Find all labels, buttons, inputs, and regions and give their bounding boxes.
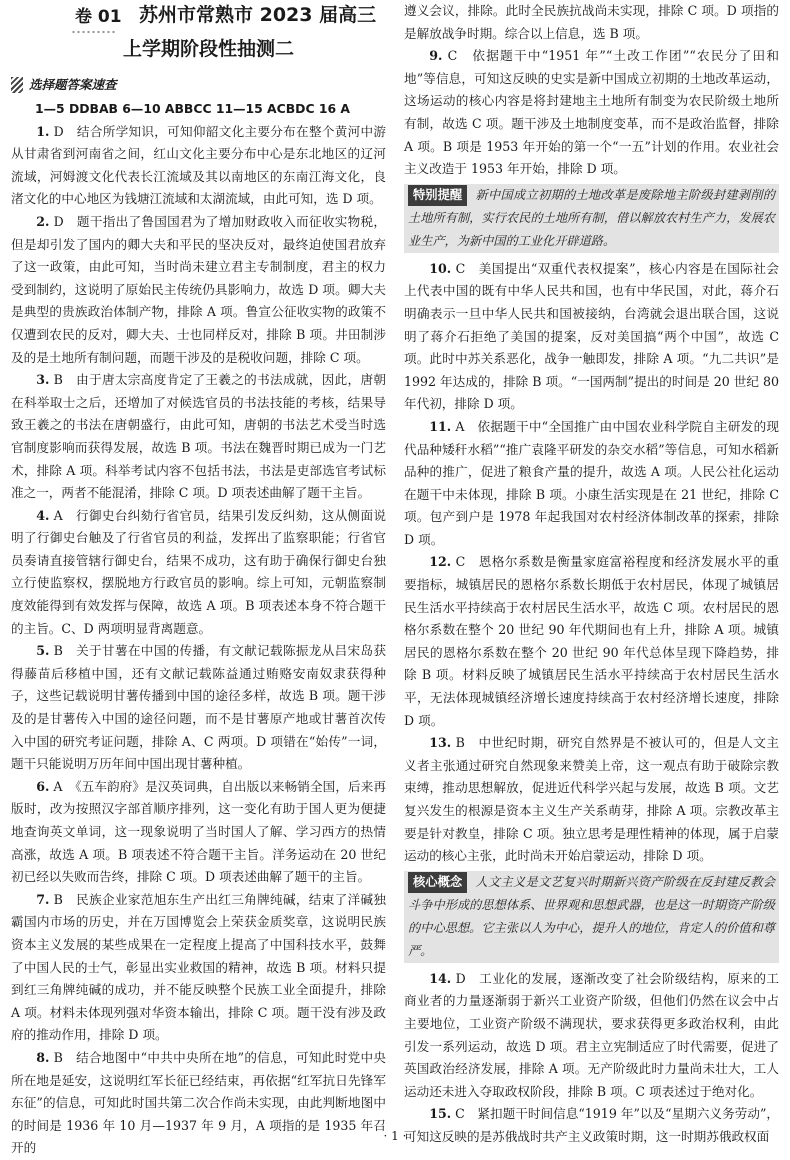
answer-item-12 <box>404 551 779 732</box>
answer-item-9 <box>404 45 779 181</box>
answer-item-13 <box>404 732 779 868</box>
answer-item-14 <box>404 968 779 1104</box>
answer-item-3 <box>11 369 386 505</box>
item-text: B 关于甘薯在中国的传播，有文献记载陈振龙从吕宋岛获得藤苗后移植中国，还有文献记载陈益通过贿赂安南奴隶获得种子，这些记载说明甘薯传播到中国的途径多样，故选 B 项。题干涉及的是甘薯传入中国的途径问题，而不是甘薯原产地或甘薯首次传入中国的研究考证问题，排除 A、C 两项。D 项错在“始传”一词，题干只能说明万历年间中国出现甘薯种植。 <box>11 643 386 772</box>
item-number: 9. <box>429 48 443 64</box>
item-number: 8. <box>36 1049 50 1065</box>
answer-item-4 <box>11 505 386 641</box>
item-text: C 美国提出“双重代表权提案”，核心内容是在国际社会上代表中国的既有中华人民共和国，也有中华民国，对此，蒋介石明确表示一旦中华人民共和国被接纳，台湾就会退出联合国，这说明了蒋介石拒绝了美国的提案，反对美国搞“两个中国”，故选 C 项。此时中苏关系恶化，战争一触即发，排除 A 项。“九二共识”是 1992 年达成的，排除 B 项。“一国两制”提出的时间是 20 世纪 80 年代初，排除 D 项。 <box>404 260 779 412</box>
item-number: 10. <box>429 260 452 276</box>
item-text: C 紧扣题干时间信息“1919 年”以及“星期六义务劳动”，可知这反映的是苏俄战时共产主义政策时期，这一时期苏俄政权面 <box>404 1106 779 1144</box>
answer-item-11 <box>404 416 779 552</box>
page-title-line2: 上学期阶段性抽测二 <box>123 38 295 60</box>
answer-item-1 <box>11 121 386 211</box>
note-text: 新中国成立初期的土地改革是废除地主阶级封建剥削的土地所有制，实行农民的土地所有制，借以解放农村生产力，发展农业生产，为新中国的工业化开辟道路。 <box>408 187 775 248</box>
item-text: D 工业化的发展，逐渐改变了社会阶级结构，原来的工商业者的力量逐渐弱于新兴工业资产阶级，但他们仍然在议会中占主要地位，工业资产阶级不满现状，要求获得更多政治权利，由此引发一系列运动，故选 D 项。君主立宪制适应了时代需要，促进了英国政治经济发展，排除 A 项。无产阶级此时力量尚未壮大，工人运动还未进入夺取政权阶段，排除 B 项。C 项表述过于绝对化。 <box>404 970 779 1099</box>
page-title-line1: 苏州市常熟市 2023 届高三 <box>139 4 377 26</box>
answer-item-6 <box>11 776 386 889</box>
item-number: 5. <box>36 643 50 659</box>
item-text: C 恩格尔系数是衡量家庭富裕程度和经济发展水平的重要指标，城镇居民的恩格尔系数长期低于农村居民，体现了城镇居民生活水平持续高于农村居民生活水平，故选 C 项。农村居民的恩格尔系数在整个 20 世纪 90 年代期间也有上升，排除 A 项。城镇居民的恩格尔系数在整个 20 世纪 90 年代总体呈现下降趋势，排除 B 项。材料反映了城镇居民生活水平持续高于农村居民生活水平，无法体现城镇经济增长速度持续高于农村经济增长速度，排除 D 项。 <box>404 554 779 728</box>
item-text: B 中世纪时期，研究自然界是不被认可的，但是人文主义者主张通过研究自然现象来赞美上帝，这一观点有助于破除宗教束缚，推动思想解放，促进近代科学兴起与发展，故选 B 项。文艺复兴发生的根源是资本主义生产关系萌芽，排除 A 项。宗教改革主要是针对教皇，排除 C 项。独立思考是理性精神的体现，属于启蒙运动的核心主张，此时尚未开始启蒙运动，排除 D 项。 <box>404 735 779 864</box>
item-number: 13. <box>429 735 452 751</box>
item-number: 14. <box>429 970 452 986</box>
special-reminder-note <box>404 184 779 253</box>
item-number: 15. <box>429 1106 452 1122</box>
dotted-decoration <box>71 30 117 34</box>
core-concept-note <box>404 871 779 963</box>
quick-answers-heading <box>11 74 386 96</box>
item-number: 12. <box>429 554 452 570</box>
item-number: 3. <box>36 372 50 388</box>
answer-item-8-continued <box>404 0 779 45</box>
quick-answers-label: 选择题答案速查 <box>29 76 117 92</box>
item-text: B 民族企业家范旭东生产出红三角牌纯碱，结束了洋碱独霸国内市场的历史，并在万国博览会上荣获金质奖章，这说明民族资本主义发展的某些成果在一定程度上提高了中国科技水平，鼓舞了中国人民的士气，彰显出实业救国的精神，故选 B 项。材料只提到红三角牌纯碱的成功，并不能反映整个民族工业全面提升，排除 A 项。材料未体现列强对华资本输出，排除 C 项。题干没有涉及政府的推动作用，排除 D 项。 <box>11 891 386 1043</box>
right-column <box>404 0 779 1144</box>
hatched-bar-icon <box>11 77 23 93</box>
item-text: C 依据题干中“1951 年”“土改工作团”“农民分了田和地”等信息，可知这反映的史实是新中国成立初期的土地改革运动，这场运动的核心内容是将封建地主土地所有制变为农民阶级土地所有制，故选 C 项。题干涉及土地制度变革，而不是政治监督，排除 A 项。B 项是 1953 年开始的第一个“一五”计划的作用。农业社会主义改造于 1953 年开始，排除 D 项。 <box>404 48 779 177</box>
item-text: A 依据题干中“全国推广由中国农业科学院自主研发的现代品种矮秆水稻”“推广袁隆平研发的杂交水稻”等信息，可知水稻新品种的推广，促进了粮食产量的提升，故选 A 项。人民公社化运动在题干中未体现，排除 B 项。小康生活实现是在 21 世纪，排除 C 项。包产到户是 1978 年起我国对农村经济体制改革的探索，排除 D 项。 <box>404 418 779 547</box>
volume-label: 卷 01 <box>75 7 122 27</box>
note-text: 人文主义是文艺复兴时期新兴资产阶级在反封建反教会斗争中形成的思想体系、世界观和思想武器，也是这一时期资产阶级的中心思想。它主张以人为中心，提升人的地位，肯定人的价值和尊严。 <box>408 874 775 958</box>
item-number: 2. <box>36 213 50 229</box>
item-text: D 题干指出了鲁国国君为了增加财政收入而征收实物税，但是却引发了国内的卿大夫和平民的坚决反对，最终迫使国君放弃了这一政策，由此可知，当时尚未建立君主专制制度，君主的权力受到制约，这说明了原始民主传统仍具影响力，故选 D 项。卿大夫是典型的贵族政治体制产物，排除 A 项。鲁宣公征收实物的政策不仅遭到农民的反对，卿大夫、士也同样反对，排除 B 项。井田制涉及的是土地所有制问题，而题干涉及的是税收问题，排除 C 项。 <box>11 213 386 365</box>
item-number: 11. <box>429 418 452 434</box>
item-text: B 由于唐太宗高度肯定了王羲之的书法成就，因此，唐朝在科举取士之后，还增加了对候选官员的书法技能的考核，结果导致王羲之的书法在唐朝盛行，由此可知，唐朝的书法艺术受当时选官制度影响而获得发展，故选 B 项。书法在魏晋时期已成为一门艺术，排除 A 项。科举考试内容不包括书法，书法是吏部选官考试标准之一，两者不能混淆，排除 C 项。D 项表述曲解了题干主旨。 <box>11 372 386 501</box>
item-text: A 行御史台纠劾行省官员，结果引发反纠劾，这从侧面说明了行御史台触及了行省官员的利益，发挥出了监察职能；行省官员奏请直接管辖行御史台，结果不成功，这有助于确保行御史台独立行使监察权，摆脱地方行政官员的影响。综上可知，元朝监察制度效能得到有效发挥与保障，故选 A 项。B 项表述本身不符合题干的主旨。C、D 两项明显背离题意。 <box>11 507 386 636</box>
answer-item-5 <box>11 640 386 776</box>
item-number: 6. <box>36 778 50 794</box>
note-tag: 核心概念 <box>408 872 467 893</box>
header <box>11 0 386 72</box>
answer-item-10 <box>404 258 779 416</box>
item-text: B 结合地图中“中共中央所在地”的信息，可知此时党中央所在地是延安，这说明红军长征已经结束，再依据“红军抗日先锋军东征”的信息，可知此时国共第二次合作尚未实现，由此判断地图中的时间是 1936 年 10 月—1937 年 9 月，A 项指的是 1935 年召开的 <box>11 1049 386 1156</box>
item-text: A 《五车韵府》是汉英词典，自出版以来畅销全国，后来再版时，改为按照汉字部首顺序排列，这一变化有助于国人更为便捷地查询英文单词，这一现象说明了当时国人了解、学习西方的热情高涨，故选 A 项。B 项表述不符合题干主旨。洋务运动在 20 世纪初已经以失败而告终，排除 C 项。D 项表述曲解了题干的主旨。 <box>11 778 386 885</box>
item-number: 7. <box>36 891 50 907</box>
left-column <box>11 0 386 1156</box>
item-number: 4. <box>36 507 50 523</box>
answer-key: 1—5 DDBAB 6—10 ABBCC 11—15 ACBDC 16 A <box>35 101 351 116</box>
item-text: 遵义会议，排除。此时全民族抗战尚未实现，排除 C 项。D 项指的是解放战争时期。综合以上信息，选 B 项。 <box>404 3 779 41</box>
answer-item-2 <box>11 211 386 369</box>
note-tag: 特别提醒 <box>408 185 467 206</box>
page-number: · 1 · <box>383 1129 407 1143</box>
item-number: 1. <box>36 123 50 139</box>
answer-item-7 <box>11 889 386 1047</box>
item-text: D 结合所学知识，可知仰韶文化主要分布在整个黄河中游从甘肃省到河南省之间，红山文化主要分布中心是东北地区的辽河流域，河姆渡文化代表长江流域及其以南地区的东南江海文化，良渚文化的中心地区为钱塘江流域和太湖流域，由此可知，选 D 项。 <box>11 123 386 207</box>
